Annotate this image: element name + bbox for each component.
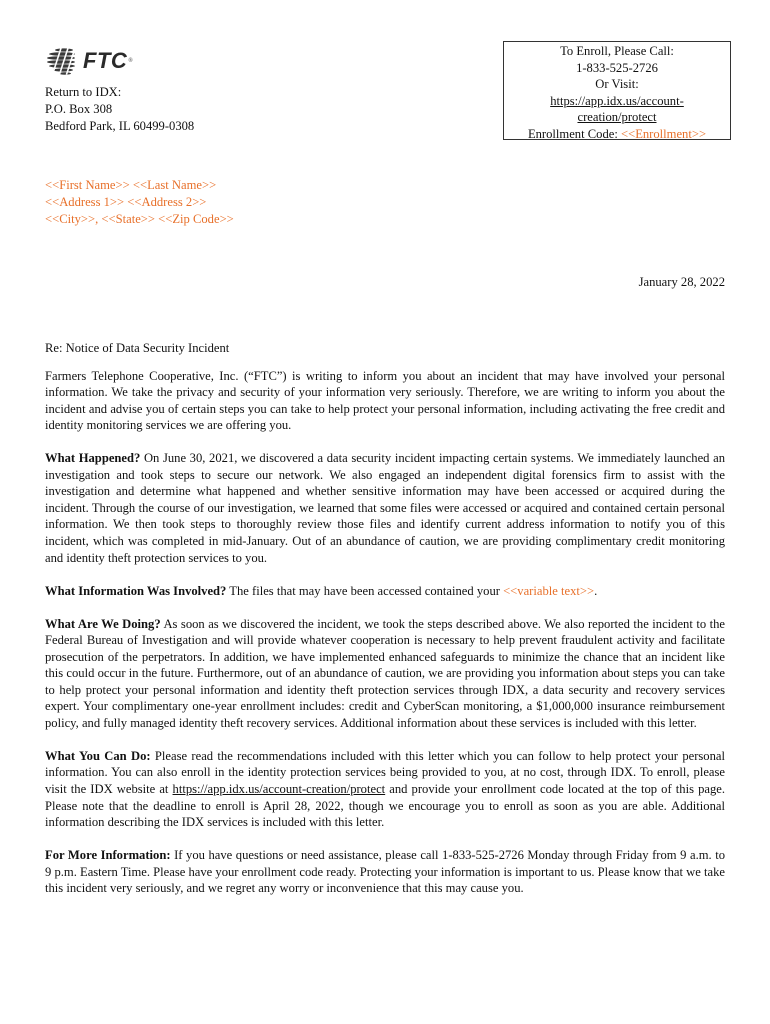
what-you-can-do-paragraph <box>45 748 725 831</box>
enrollment-box <box>503 41 731 140</box>
enroll-url-part-1[interactable]: https://app.idx.us/account- <box>550 93 684 108</box>
recipient-line-2: <<Address 1>> <<Address 2>> <box>45 195 207 209</box>
what-happened-text: On June 30, 2021, we discovered a data security incident impacting certain systems. We immediately launched an investigation and took steps to secure our network. We also engaged an independent digital forensics firm to assist with the investigation and determine what happened and whether sensitive information may have been accessed or acquired during the incident. Through the course of our investigation, we learned that some files were accessed or acquired and contained certain personal information. We then took steps to thoroughly review those files and identify current address information to notify you of this incident, which was completed in mid-January. Out of an abundance of caution, we are providing complimentary credit monitoring and identity theft protection services to you. <box>45 451 725 565</box>
registered-mark: ® <box>128 58 133 64</box>
ftc-logo <box>47 46 133 76</box>
enrollment-code-value: <<Enrollment>> <box>620 126 707 141</box>
what-info-paragraph <box>45 583 725 600</box>
intro-paragraph: Farmers Telephone Cooperative, Inc. (“FTC”) is writing to inform you about an incident that may have involved your personal information. We take the privacy and security of your information very seriously. Therefore, we are writing to inform you about the incident and advise you of certain steps you can take to help protect your personal information, including activating the free credit and identity monitoring services we are offering you. <box>45 368 725 433</box>
more-info-text: If you have questions or need assistance, please call 1-833-525-2726 Monday through Friday from 9 a.m. to 9 p.m. Eastern Time. Please have your enrollment code ready. Protecting your information is important to us. Please know that we take this incident very seriously, and we regret any worry or inconvenience that this may cause you. <box>45 848 725 896</box>
recipient-address <box>45 177 234 228</box>
what-you-can-do-text-1: Please read the recommendations included with this letter which you can follow to help protect your personal information. You can also enroll in the identity protection services being provided to you, at no cost, through IDX. To enroll, please visit the IDX website at <box>45 748 725 797</box>
what-info-end: . <box>594 583 598 598</box>
enroll-url-link[interactable] <box>504 93 730 126</box>
enrollment-code-label: Enrollment Code: <box>527 126 621 141</box>
enroll-url-part-2[interactable]: creation/protect <box>577 110 657 125</box>
recipient-line-1: <<First Name>> <<Last Name>> <box>45 178 217 192</box>
what-info-variable: <<variable text>> <box>503 583 595 598</box>
enrollment-code-line <box>504 126 730 143</box>
enroll-phone: 1-833-525-2726 <box>576 60 658 75</box>
enroll-visit-label: Or Visit: <box>595 77 639 92</box>
recipient-line-3: <<City>>, <<State>> <<Zip Code>> <box>45 212 234 226</box>
return-line-2: P.O. Box 308 <box>45 102 113 116</box>
letter-date: January 28, 2022 <box>638 275 725 289</box>
what-you-can-do-heading: What You Can Do: <box>45 748 151 763</box>
what-doing-heading: What Are We Doing? <box>45 616 161 631</box>
return-line-1: Return to IDX: <box>45 85 122 99</box>
ftc-globe-icon <box>47 47 81 75</box>
what-info-text: The files that may have been accessed contained your <box>226 583 504 598</box>
logo-text: FTC <box>83 48 128 73</box>
enroll-call-label: To Enroll, Please Call: <box>560 44 674 58</box>
what-doing-paragraph <box>45 616 725 732</box>
return-address <box>45 84 194 135</box>
subject-line: Re: Notice of Data Security Incident <box>45 341 230 355</box>
return-line-3: Bedford Park, IL 60499-0308 <box>45 119 195 133</box>
more-info-paragraph <box>45 847 725 897</box>
what-you-can-do-text-2: and provide your enrollment code located at the top of this page. Please note that the deadline to enroll is April 28, 2022, though we encourage you to enroll as soon as you are able. Additional information describing the IDX services is included with this letter. <box>45 782 725 830</box>
what-doing-text: As soon as we discovered the incident, we took the steps described above. We also reported the incident to the Federal Bureau of Investigation and will provide whatever cooperation is necessary to help prevent fraudulent activity and facilitate prosecution of the perpetrators. In addition, we have implemented enhanced safeguards to minimize the chance that an incident like this could occur in the future. Furthermore, out of an abundance of caution, we are providing you information about steps you can take to help protect your personal information and identity theft protection services through IDX, a data security and recovery services expert. Your complimentary one-year enrollment includes: credit and CyberScan monitoring, a $1,000,000 insurance reimbursement policy, and fully managed identity theft recovery services. Additional information about these services is included with this letter. <box>45 616 726 730</box>
what-happened-paragraph <box>45 450 725 566</box>
idx-enroll-link[interactable]: https://app.idx.us/account-creation/protect <box>172 782 386 797</box>
more-info-heading: For More Information: <box>45 848 171 863</box>
what-info-heading: What Information Was Involved? <box>45 583 227 598</box>
letter-body <box>45 340 725 913</box>
what-happened-heading: What Happened? <box>45 451 141 466</box>
